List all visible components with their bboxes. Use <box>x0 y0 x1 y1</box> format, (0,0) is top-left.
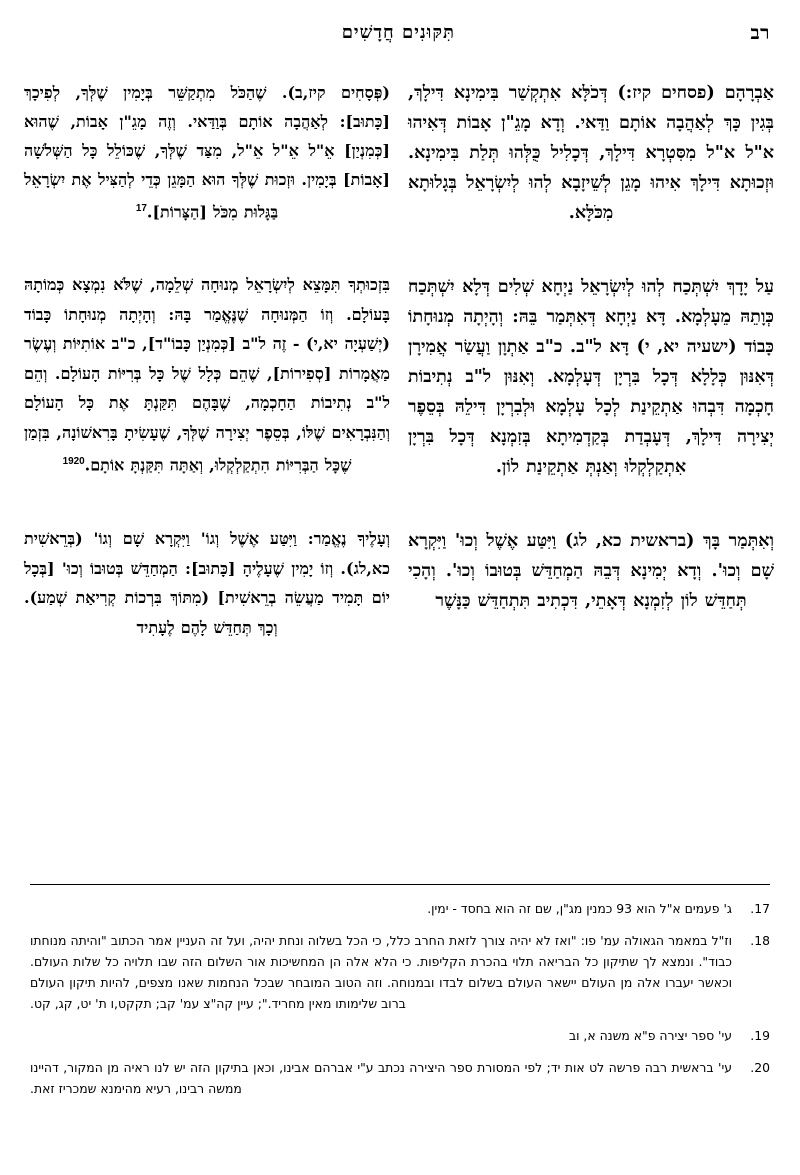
footnote-20 <box>30 1057 770 1099</box>
running-head <box>30 22 770 52</box>
footnote-20-number: 20. <box>750 1060 770 1075</box>
translation-paragraph-1-text: (פְּסָחִים קיז,ב). שֶׁהַכֹּל מִתְקַשֵּׁר בְּיָמִין שֶׁלְּךָ, לְפִיכָךְ [כָּתוּב]: לְאַהֲבָה אוֹתָם בְּוַדַּאי. וְזֶה מָגֵ"ן אָבוֹת, שֶׁהוּא [כְּמִנְיַן] אֵ"ל אֵ"ל אֵ"ל, מִצַּד שֶׁלְּךָ, שֶׁכּוֹלֵל כָּל הַשְּׁלֹשָׁה [אָבוֹת] בְּיָמִין. וּזְכוּת שֶׁלְּךָ הוּא הַמָּגֵן כְּדֵי לְהַצִּיל אֶת יִשְׂרָאֵל בַּגָּלוּת מִכֹּל [הַצָּרוֹת]. <box>24 83 390 222</box>
footnote-marker-20[interactable]: 20 <box>73 456 85 468</box>
main-text-area <box>26 78 774 868</box>
footnote-19-number: 19. <box>750 1028 770 1043</box>
page-number: רב <box>750 22 770 44</box>
footnote-18-number: 18. <box>750 933 770 948</box>
book-title: תִּקּוּנִים חֲדָשִׁים <box>341 22 455 43</box>
footnote-19 <box>30 1025 770 1046</box>
source-paragraph-2: עַל יָדָךְ יִשְׁתְּכַח לְהוּ לְיִשְׂרָאֵל נַיְחָא שְׁלִים דְּלָא יִשְׁתְּכַח כְּוָתֵהּ מֵעָלְמָא. דָּא נַיְחָא דְּאִתְּמַר בֵּהּ: וְהָיְתָה מְנוּחָתוֹ כָּבוֹד (ישעיה יא, י) דָּא ל"ב. כ"ב אַתְוָן וַעֲשַׂר אֲמִירָן דְּאִנּוּן כְּלָלָא דְּכָל בִּרְיָן דְּעָלְמָא. וְאִנּוּן ל"ב נְתִיבוֹת חָכְמָה דִּבְהוּ אַתְקֵינַת לְכָל עָלְמָא וּלְבִרְיָן דִּילֵהּ בְּסֵפֶר יְצִירָה דִּילָךְ, דְּעָבְדַת בְּקַדְמִיתָא בְּזִמְנָא דְּכָל בִּרְיָן אִתְקַלְקְלוּ וְאַנְתְּ אַתְקֵינַת לוֹן. <box>408 277 774 477</box>
translation-paragraph-2-text: בִּזְכוּתְךָ תִּמָּצֵא לְיִשְׂרָאֵל מְנוּחָה שְׁלֵמָה, שֶׁלֹּא נִמְצָא כְּמוֹתָהּ בָּעוֹלָם. וְזוֹ הַמְּנוּחָה שֶׁנֶּאֱמַר בָּהּ: וְהָיְתָה מְנוּחָתוֹ כָּבוֹד (יְשַׁעְיָה יא,י) - זֶה ל"ב [כְּמִנְיַן כָּבוֹ"ד], כ"ב אוֹתִיּוֹת וְעֶשֶׂר מַאֲמָרוֹת [סְפִירוֹת], שֶׁהֵם כְּלָל שֶׁל כָּל בְּרִיּוֹת הָעוֹלָם. וְהֵם ל"ב נְתִיבוֹת הַחָכְמָה, שֶׁבָּהֶם תִּקַּנְתָּ אֶת כָּל הָעוֹלָם וְהַנִּבְרָאִים שֶׁלּוֹ, בְּסֵפֶר יְצִירָה שֶׁלְּךָ, שֶׁעָשִׂיתָ בָּרִאשׁוֹנָה, בִּזְמַן שֶׁכָּל הַבְּרִיּוֹת הִתְקַלְקְלוּ, וְאַתָּה תִּקַּנְתָּ אוֹתָם. <box>24 275 390 475</box>
footnotes-section <box>30 898 770 1110</box>
footnote-19-text: עי' ספר יצירה פ"א משנה א, וב <box>568 1028 732 1043</box>
source-paragraph-1: אַבְרָהָם (פסחים קיז:) דְּכֹלָּא אִתְקְשַׁר בִּימִינָא דִּילָךְ, בְּגִין כָּךְ לְאַהֲבָה אוֹתָם וַדַּאי. וְדָא מָגֵ"ן אָבוֹת דְּאִיהוּ א"ל א"ל מִסִּטְרָא דִּילָךְ, דְּכָלִיל כֻּלְּהוּ תְּלַת בִּימִינָא. וּזְכוּתָא דִּילָךְ אִיהוּ מָגֵן לְשֵׁיזָבָא לְהוּ לְיִשְׂרָאֵל בְּגָלוּתָא מִכֹּלָּא. <box>408 83 774 223</box>
translation-paragraph-3-text: וְעָלֶיךָ נֶאֱמַר: וַיִּטַּע אֶשֶׁל וְגוֹ' וַיִּקְרָא שָׁם וְגוֹ' (בְּרֵאשִׁית כא,לג). וְזוֹ יָמִין שֶׁעָלֶיהָ [כָּתוּב]: הַמְחַדֵּשׁ בְּטוּבוֹ וְכוּ' [בְּכָל יוֹם תָּמִיד מַעֲשֵׂה בְרֵאשִׁית] (מִתּוֹךְ בִּרְכוֹת קְרִיאַת שְׁמַע). וְכָךְ תְּחַדֵּשׁ לָהֶם לֶעָתִיד <box>24 529 390 637</box>
footnote-marker-17[interactable]: 17 <box>135 203 147 214</box>
translation-paragraph-2 <box>24 270 390 480</box>
footnote-divider <box>30 884 770 885</box>
source-paragraph-3: וְאִתְּמַר בָּךְ (בראשית כא, לג) וַיִּטַּע אֶשֶׁל וְכוּ' וַיִּקְרָא שָׁם וְכוּ'. וְדָא יְמִינָא דְּבֵהּ הַמְחַדֵּשׁ בְּטוּבוֹ וְכוּ'. וְהָכִי תְּחַדֵּשׁ לוֹן לְזִמְנָא דְּאָתֵי, דִּכְתִיב תִּתְחַדֵּשׁ כַּנָּשֶׁר <box>408 531 774 611</box>
translation-column <box>24 78 390 642</box>
footnote-17-text: ג' פעמים א"ל הוא 93 כמנין מג"ן, שם זה הוא בחסד - ימין. <box>427 901 732 916</box>
footnote-20-text: עי' בראשית רבה פרשה לט אות יד; לפי המסורת ספר היצירה נכתב ע"י אברהם אבינו, וכאן בתיקון הזה יש לנו ראיה מן המקור, דהיינו ממשה רבינו, רעיא מהימנא שמכריז זאת. <box>30 1060 732 1096</box>
two-column-layout <box>26 78 774 642</box>
translation-paragraph-3 <box>24 524 390 642</box>
footnote-marker-19[interactable]: 19 <box>62 456 74 468</box>
translation-paragraph-1 <box>24 78 390 226</box>
footnote-17 <box>30 898 770 919</box>
footnote-18-text: וז"ל במאמר הגאולה עמ' פו: "ואז לא יהיה צורך לזאת החרב כלל, כי הכל בשלוה ונחת יהיה, ועל זה העניין אמר הכתוב "והיתה מנוחתו כבוד". ונמצא לך שתיקון כל הבריאה תלוי בהכרת הקליפות. כי הלא אלה הן המחשיכות אור השלום הזה שבו תלויה כל שלות העולם. וכאשר יעברו אלה מן העולם יישאר העולם בשלום לבדו ובמנוחה. וזה הטוב המובחר שבכל הנחמות שאנו מצפים, להיות תיקון העולם ברוב שלימותו מאין מחריד."; עיין קה"צ עמ' קב; תקקט,ו ת' יט, קג, קט. <box>30 933 732 1011</box>
source-text-column <box>408 78 774 642</box>
footnote-18 <box>30 930 770 1014</box>
footnote-17-number: 17. <box>750 901 770 916</box>
